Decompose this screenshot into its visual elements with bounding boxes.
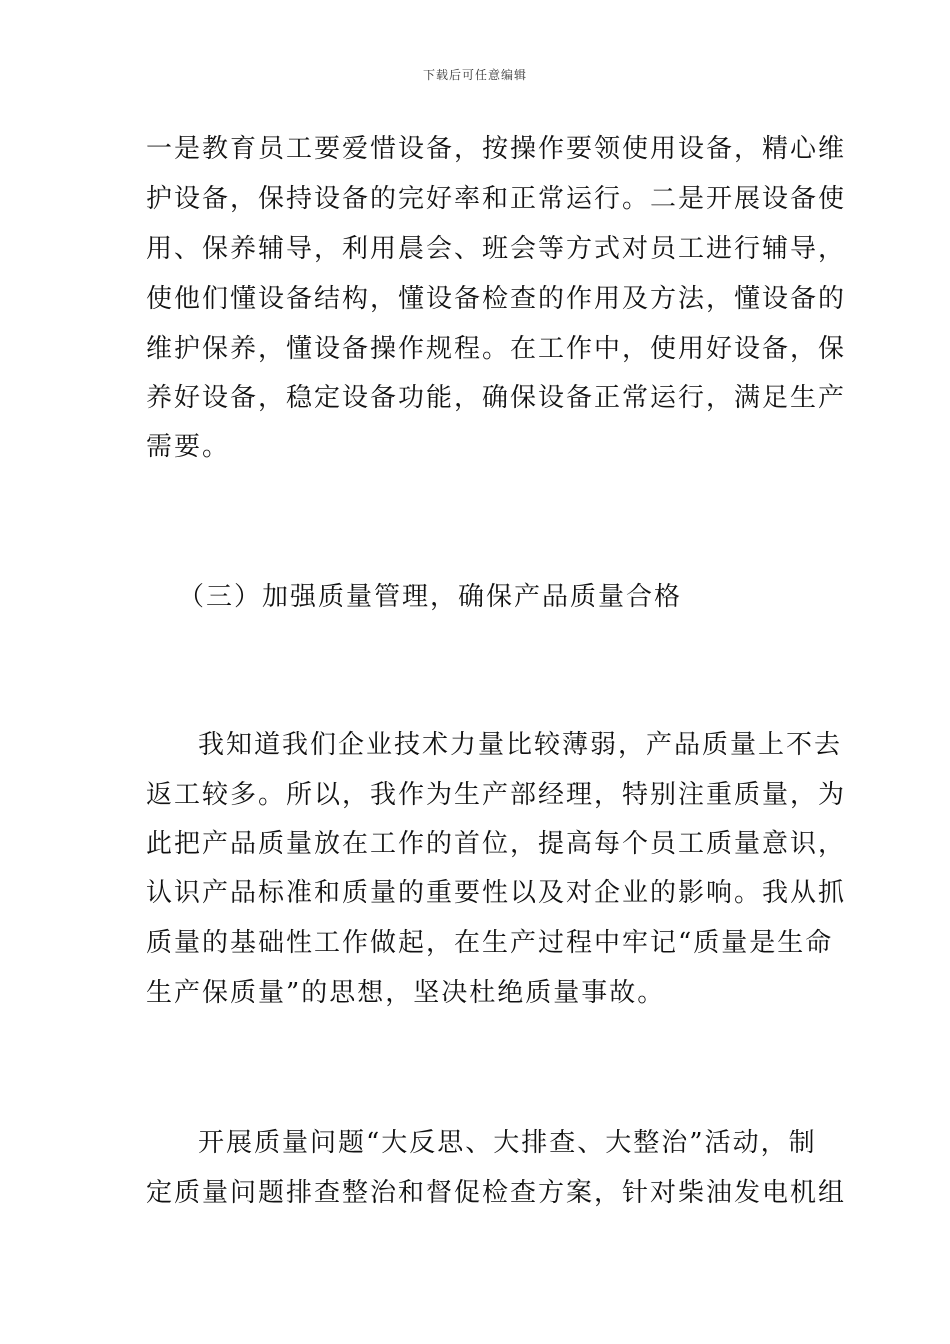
paragraph-line: 使他们懂设备结构，懂设备检查的作用及方法，懂设备的 [146,284,847,314]
paragraph-line: 质量的基础性工作做起，在生产过程中牢记“质量是生命 [146,928,834,958]
paragraph-line: 开展质量问题“大反思、大排查、大整治”活动，制 [198,1128,817,1158]
paragraph-line: 一是教育员工要爱惜设备，按操作要领使用设备，精心维 [146,134,847,164]
paragraph-line: 我知道我们企业技术力量比较薄弱，产品质量上不去 [198,730,843,760]
header-note: 下载后可任意编辑 [422,68,527,82]
paragraph-line: 护设备，保持设备的完好率和正常运行。二是开展设备使 [146,184,847,214]
paragraph-line: 维护保养，懂设备操作规程。在工作中，使用好设备，保 [146,334,847,364]
paragraph-line: 认识产品标准和质量的重要性以及对企业的影响。我从抓 [146,878,847,908]
paragraph-line: 养好设备，稳定设备功能，确保设备正常运行，满足生产 [146,383,847,413]
paragraph-line: 返工较多。所以，我作为生产部经理，特别注重质量，为 [146,780,847,810]
paragraph-line: 生产保质量”的思想，坚决杜绝质量事故。 [146,978,666,1008]
section-heading: （三）加强质量管理，确保产品质量合格 [178,582,683,612]
paragraph-line: 用、保养辅导，利用晨会、班会等方式对员工进行辅导， [146,234,847,264]
paragraph-line: 定质量问题排查整治和督促检查方案，针对柴油发电机组 [146,1178,847,1208]
paragraph-line: 此把产品质量放在工作的首位，提高每个员工质量意识， [146,829,847,859]
paragraph-line: 需要。 [146,432,231,462]
